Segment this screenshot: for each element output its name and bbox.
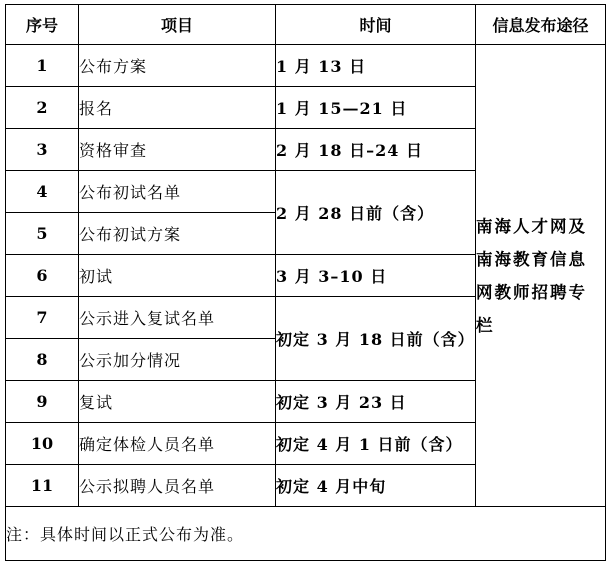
row-time: 初定 4 月 1 日前（含） <box>276 423 476 465</box>
row-time: 初定 3 月 23 日 <box>276 381 476 423</box>
row-item: 复试 <box>79 381 276 423</box>
row-time: 2 月 28 日前（含） <box>276 171 476 255</box>
row-number: 2 <box>6 87 79 129</box>
row-time: 3 月 3–10 日 <box>276 255 476 297</box>
channel-cell: 南海人才网及南海教育信息网教师招聘专栏 <box>476 45 606 507</box>
note-row <box>6 507 606 561</box>
row-number: 6 <box>6 255 79 297</box>
row-item: 公布初试方案 <box>79 213 276 255</box>
row-number: 11 <box>6 465 79 507</box>
row-number: 1 <box>6 45 79 87</box>
schedule-page <box>5 4 605 564</box>
row-number: 7 <box>6 297 79 339</box>
row-time: 1 月 15—21 日 <box>276 87 476 129</box>
row-item: 公示加分情况 <box>79 339 276 381</box>
row-item: 公示进入复试名单 <box>79 297 276 339</box>
row-number: 10 <box>6 423 79 465</box>
header-time: 时间 <box>276 5 476 45</box>
header-item: 项目 <box>79 5 276 45</box>
row-time: 1 月 13 日 <box>276 45 476 87</box>
row-time: 初定 3 月 18 日前（含） <box>276 297 476 381</box>
row-time: 2 月 18 日–24 日 <box>276 129 476 171</box>
row-item: 资格审查 <box>79 129 276 171</box>
header-channel: 信息发布途径 <box>476 5 606 45</box>
row-number: 4 <box>6 171 79 213</box>
row-item: 公示拟聘人员名单 <box>79 465 276 507</box>
row-number: 3 <box>6 129 79 171</box>
note-text: 注：具体时间以正式公布为准。 <box>6 507 606 561</box>
row-number: 5 <box>6 213 79 255</box>
row-number: 9 <box>6 381 79 423</box>
row-item: 初试 <box>79 255 276 297</box>
row-item: 报名 <box>79 87 276 129</box>
row-item: 公布初试名单 <box>79 171 276 213</box>
header-row <box>6 5 606 45</box>
row-time: 初定 4 月中旬 <box>276 465 476 507</box>
table-row <box>6 45 606 87</box>
header-num: 序号 <box>6 5 79 45</box>
schedule-table <box>5 4 606 561</box>
row-item: 公布方案 <box>79 45 276 87</box>
row-item: 确定体检人员名单 <box>79 423 276 465</box>
row-number: 8 <box>6 339 79 381</box>
